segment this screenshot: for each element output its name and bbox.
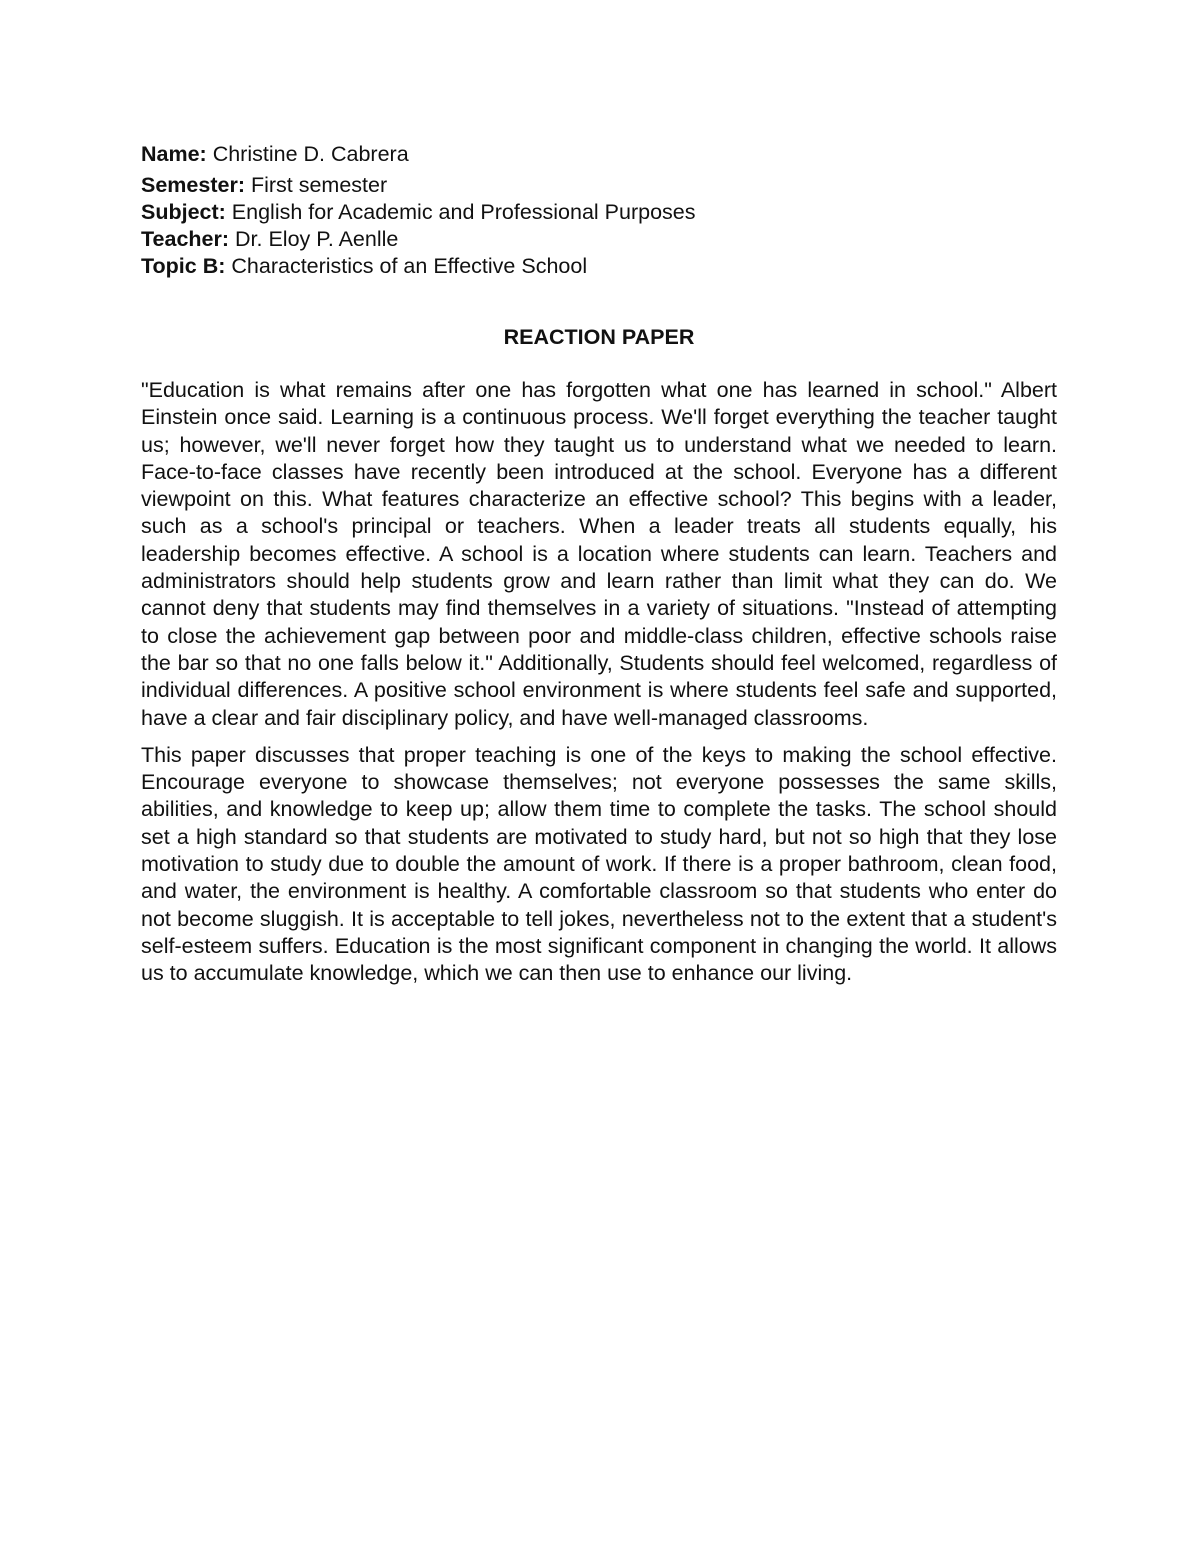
topic-label: Topic B:: [141, 254, 226, 278]
name-value: Christine D. Cabrera: [206, 142, 409, 166]
subject-row: [141, 199, 1057, 226]
teacher-label: Teacher:: [141, 227, 230, 251]
body-paragraph-1: "Education is what remains after one has forgotten what one has learned in school." Albert Einstein once said. Learning is a continuous process. We'll forget everything the teacher taught us; however, we'll never forget how they taught us to understand what we needed to learn. Face-to-face classes have recently been introduced at the school. Everyone has a different viewpoint on this. What features characterize an effective school? This begins with a leader, such as a school's principal or teachers. When a leader treats all students equally, his leadership becomes effective. A school is a location where students can learn. Teachers and administrators should help students grow and learn rather than limit what they can do. We cannot deny that students may find themselves in a variety of situations. "Instead of attempting to close the achievement gap between poor and middle-class children, effective schools raise the bar so that no one falls below it." Additionally, Students should feel welcomed, regardless of individual differences. A positive school environment is where students feel safe and supported, have a clear and fair disciplinary policy, and have well-managed classrooms.: [141, 378, 1057, 730]
subject-value: English for Academic and Professional Purposes: [225, 200, 696, 224]
topic-row: [141, 253, 1057, 280]
document-page: [141, 141, 1057, 998]
body-paragraph-2: This paper discusses that proper teaching is one of the keys to making the school effective. Encourage everyone to showcase themselves; not everyone possesses the same skills, abilities, and knowledge to keep up; allow them time to complete the tasks. The school should set a high standard so that students are motivated to study hard, but not so high that they lose motivation to study due to double the amount of work. If there is a proper bathroom, clean food, and water, the environment is healthy. A comfortable classroom so that students who enter do not become sluggish. It is acceptable to tell jokes, nevertheless not to the extent that a student's self-esteem suffers. Education is the most significant component in changing the world. It allows us to accumulate knowledge, which we can then use to enhance our living.: [141, 742, 1057, 986]
name-label: Name:: [141, 142, 207, 166]
semester-row: [141, 172, 1057, 199]
subject-label: Subject:: [141, 200, 226, 224]
name-row: [141, 141, 1057, 168]
semester-label: Semester:: [141, 173, 245, 197]
document-title: REACTION PAPER: [503, 325, 695, 349]
teacher-value: Dr. Eloy P. Aenlle: [229, 227, 399, 251]
topic-value: Characteristics of an Effective School: [225, 254, 588, 278]
semester-value: First semester: [244, 173, 388, 197]
teacher-row: [141, 226, 1057, 253]
